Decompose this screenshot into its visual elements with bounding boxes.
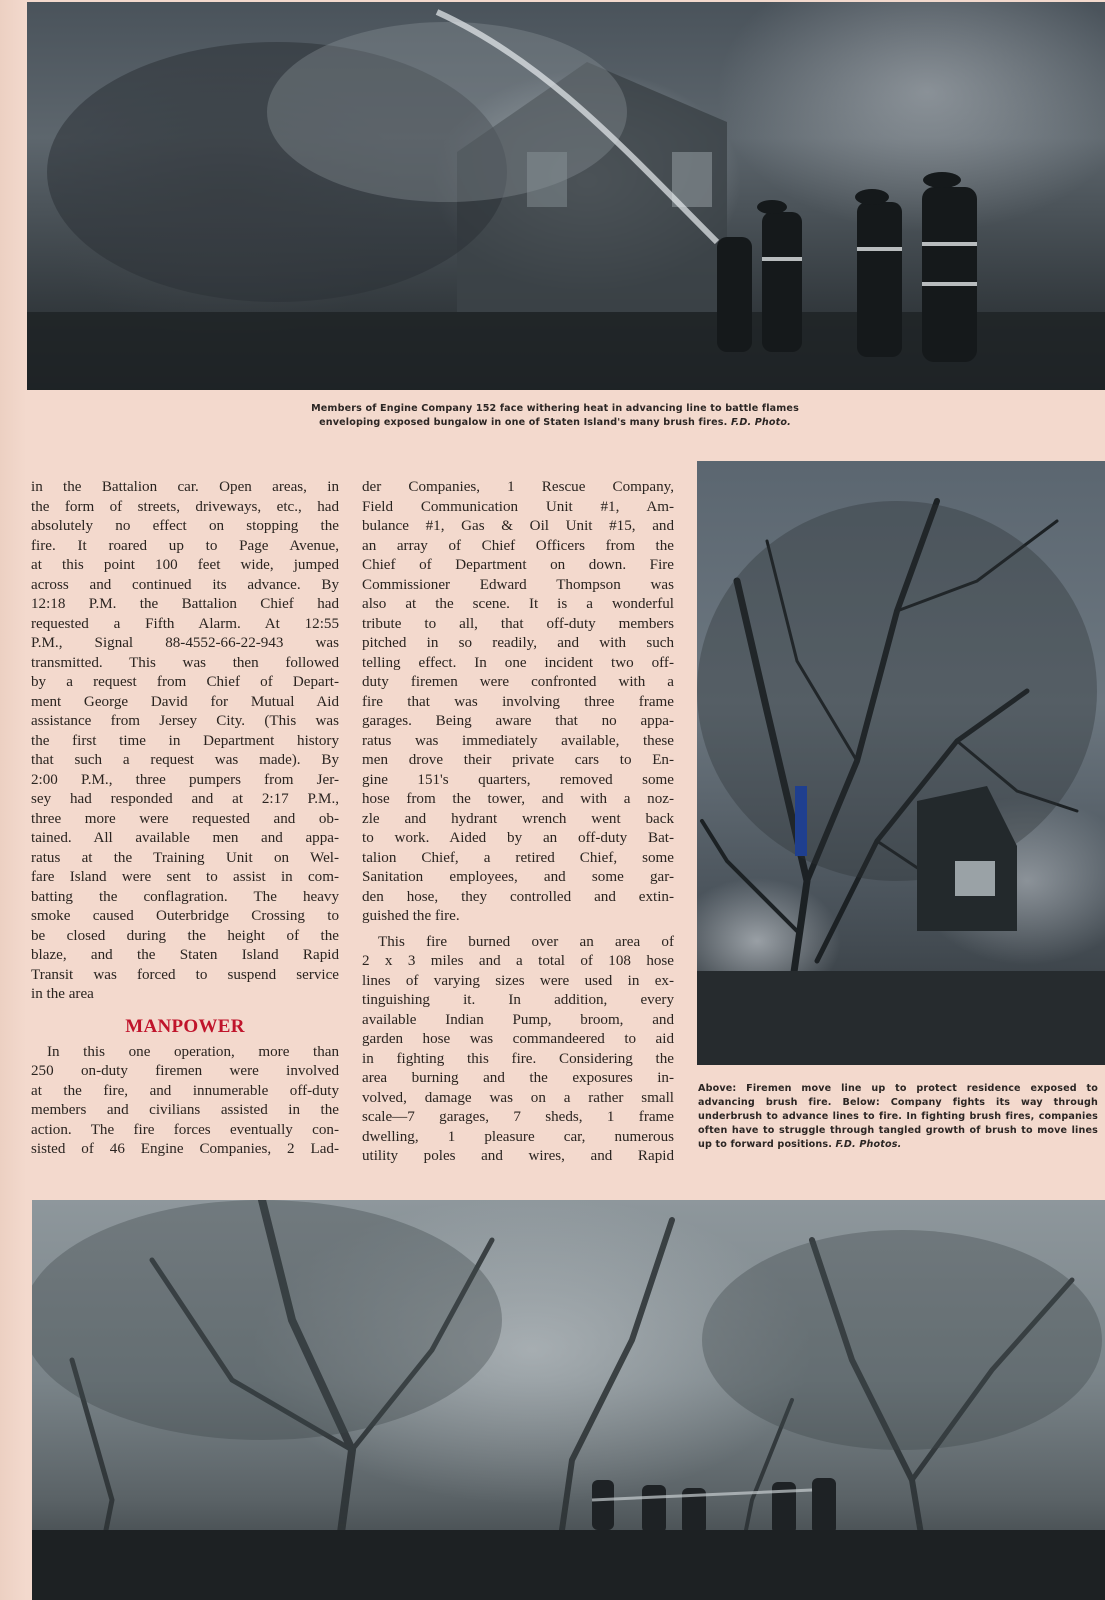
page-edge: [0, 0, 26, 1600]
paragraph-forces: [362, 478, 674, 927]
text-line: men drove their private cars to En-: [362, 752, 674, 768]
text-line: fare Island were sent to assist in com-: [31, 869, 339, 885]
text-line: 2:00 P.M., three pumpers from Jer-: [31, 771, 339, 788]
photo-residence-brush-fire: [697, 461, 1105, 1065]
text-line: dwelling, 1 pleasure car, numerous: [362, 1128, 674, 1145]
text-line: also at the scene. It is a wonderful: [362, 596, 674, 612]
fire-scene-illustration: [27, 2, 1105, 390]
text-line: In this one operation, more than: [47, 1043, 339, 1060]
text-line: hose from the tower, and with a noz-: [362, 791, 674, 807]
text-line: telling effect. In one incident two off-: [362, 654, 674, 671]
text-line: This fire burned over an area of: [378, 933, 674, 950]
text-line: in the area: [31, 986, 94, 1002]
text-line: Sanitation employees, and some gar-: [362, 869, 674, 885]
text-line: Field Communication Unit #1, Am-: [362, 498, 674, 515]
text-line: blaze, and the Staten Island Rapid: [31, 947, 339, 963]
text-line: fire. It roared up to Page Avenue,: [31, 537, 339, 554]
text-line: across and continued its advance. By: [31, 576, 339, 593]
text-line: pitched in so readily, and with such: [362, 635, 674, 651]
text-line: in the Battalion car. Open areas, in: [31, 479, 339, 495]
text-line: 250 on-duty firemen were involved: [31, 1063, 339, 1079]
article-column-2: [362, 478, 674, 1167]
text-line: assistance from Jersey City. (This was: [31, 713, 339, 729]
caption-right-photo: [698, 1082, 1098, 1152]
text-line: batting the conflagration. The heavy: [31, 888, 339, 905]
text-line: Commissioner Edward Thompson was: [362, 576, 674, 593]
text-line: talion Chief, a retired Chief, some: [362, 849, 674, 866]
text-line: fire that was involving three frame: [362, 693, 674, 710]
text-line: that such a request was made). By: [31, 752, 339, 768]
text-line: Transit was forced to suspend service: [31, 966, 339, 983]
paragraph-manpower: [31, 1043, 339, 1160]
photo-company-underbrush: [32, 1200, 1105, 1600]
text-line: 12:18 P.M. the Battalion Chief had: [31, 596, 339, 612]
text-line: in fighting this fire. Considering the: [362, 1050, 674, 1067]
text-line: transmitted. This was then followed: [31, 654, 339, 671]
text-line: tribute to all, that off-duty members: [362, 615, 674, 632]
article-column-1: [31, 478, 339, 1160]
text-line: zle and hydrant wrench went back: [362, 810, 674, 827]
text-line: an array of Chief Officers from the: [362, 537, 674, 554]
caption-right-credit: F.D. Photos.: [835, 1139, 902, 1150]
text-line: 2 x 3 miles and a total of 108 hose: [362, 953, 674, 969]
text-line: tinguishing it. In addition, every: [362, 992, 674, 1008]
text-line: Chief of Department on down. Fire: [362, 557, 674, 573]
text-line: guished the fire.: [362, 908, 460, 924]
text-line: garages. Being aware that no appa-: [362, 713, 674, 729]
text-line: at this point 100 feet wide, jumped: [31, 557, 339, 573]
text-line: smoke caused Outerbridge Crossing to: [31, 908, 339, 924]
text-line: available Indian Pump, broom, and: [362, 1011, 674, 1028]
text-line: utility poles and wires, and Rapid: [362, 1148, 674, 1164]
underbrush-illustration: [32, 1200, 1105, 1600]
text-line: the first time in Department history: [31, 732, 339, 749]
text-line: der Companies, 1 Rescue Company,: [362, 479, 674, 495]
text-line: requested a Fifth Alarm. At 12:55: [31, 615, 339, 632]
text-line: absolutely no effect on stopping the: [31, 518, 339, 534]
caption-top-credit: F.D. Photo.: [730, 417, 791, 428]
caption-right-text: Above: Firemen move line up to protect residence exposed to advancing brush fire. Below: Company fights its way through underbrush to advance lines to fire. In fighting brush fires, companies often have to struggle through tangled growth of brush to move lines up to forward positions.: [698, 1083, 1098, 1150]
caption-top-line1: Members of Engine Company 152 face withering heat in advancing line to battle flames: [311, 403, 799, 414]
text-line: gine 151's quarters, removed some: [362, 771, 674, 788]
text-line: den hose, they controlled and extin-: [362, 888, 674, 905]
caption-top-line2: enveloping exposed bungalow in one of Staten Island's many brush fires.: [319, 417, 728, 428]
text-line: scale—7 garages, 7 sheds, 1 frame: [362, 1109, 674, 1125]
text-line: tained. All available men and appa-: [31, 830, 339, 846]
text-line: volved, damage was on a rather small: [362, 1089, 674, 1106]
text-line: by a request from Chief of Depart-: [31, 674, 339, 690]
caption-top-photo: [235, 402, 875, 430]
text-line: garden hose was commandeered to aid: [362, 1031, 674, 1047]
text-line: ment George David for Mutual Aid: [31, 693, 339, 710]
text-line: be closed during the height of the: [31, 927, 339, 944]
text-line: lines of varying sizes were used in ex-: [362, 972, 674, 989]
text-line: duty firemen were confronted with a: [362, 674, 674, 690]
trees-house-illustration: [697, 461, 1105, 1065]
text-line: members and civilians assisted in the: [31, 1102, 339, 1118]
text-line: sisted of 46 Engine Companies, 2 Lad-: [31, 1141, 339, 1157]
text-line: ratus at the Training Unit on Wel-: [31, 849, 339, 866]
photo-engine-company-152: [27, 2, 1105, 390]
text-line: the form of streets, driveways, etc., had: [31, 498, 339, 515]
text-line: bulance #1, Gas & Oil Unit #15, and: [362, 518, 674, 534]
text-line: three more were requested and ob-: [31, 810, 339, 827]
text-line: P.M., Signal 88-4552-66-22-943 was: [31, 635, 339, 651]
text-line: sey had responded and at 2:17 P.M.,: [31, 791, 339, 807]
section-heading-manpower: MANPOWER: [125, 1015, 245, 1037]
paragraph-fire-spread: [31, 478, 339, 1005]
text-line: area burning and the exposures in-: [362, 1070, 674, 1086]
text-line: action. The fire forces eventually con-: [31, 1121, 339, 1138]
text-line: ratus was immediately available, these: [362, 732, 674, 749]
paragraph-area-damage: [362, 933, 674, 1167]
text-line: at the fire, and innumerable off-duty: [31, 1082, 339, 1099]
text-line: to work. Aided by an off-duty Bat-: [362, 830, 674, 846]
